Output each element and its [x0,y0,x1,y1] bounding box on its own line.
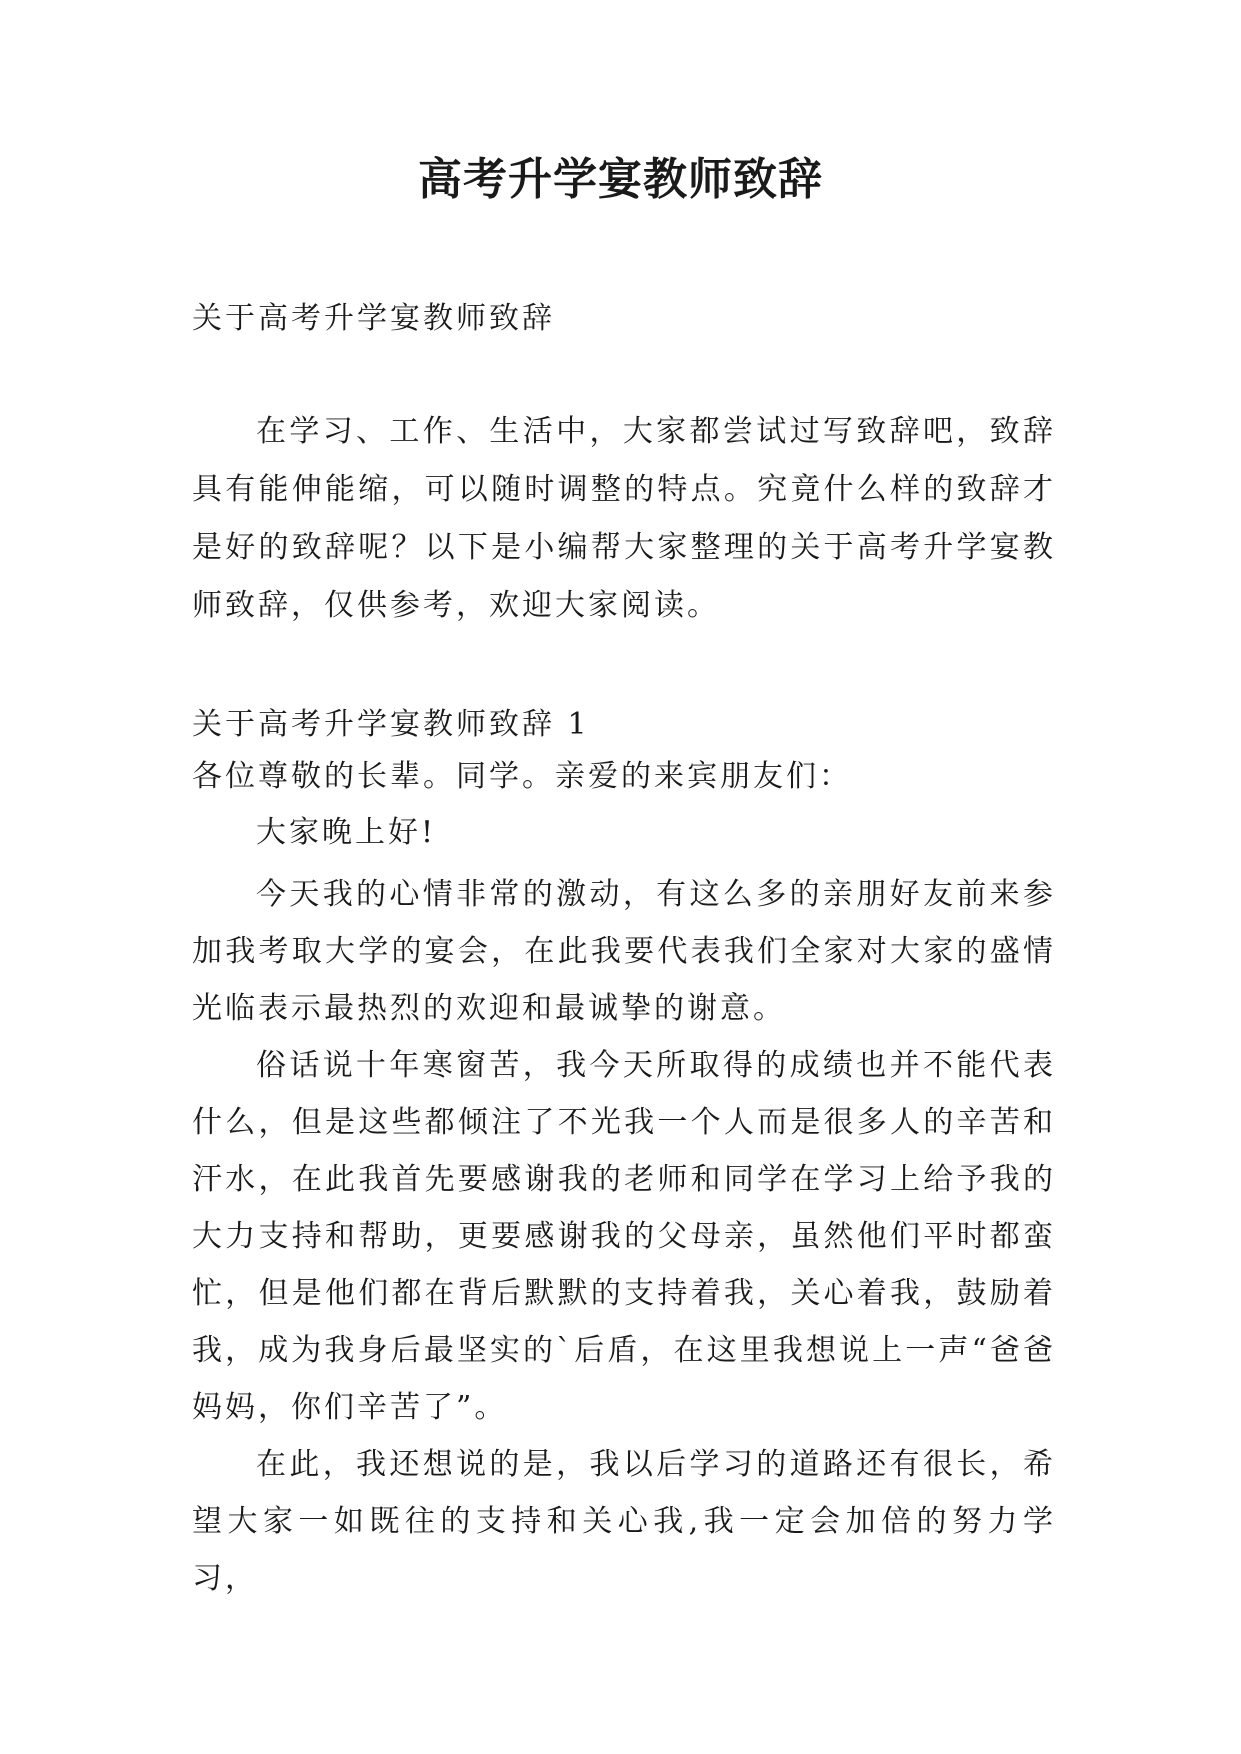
intro-paragraph [192,403,1056,635]
speech-body [192,866,1056,1607]
speech-paragraph: 在此，我还想说的是，我以后学习的道路还有很长，希望大家一如既往的支持和关心我,我一定会加倍的努力学习， [192,1447,1056,1596]
document-subtitle: 关于高考升学宴教师致辞 [192,301,555,336]
section-heading: 关于高考升学宴教师致辞 1 [192,707,590,742]
greeting: 大家晚上好! [256,815,437,850]
speech-paragraph: 俗话说十年寒窗苦，我今天所取得的成绩也并不能代表什么，但是这些都倾注了不光我一个人而是很多人的辛苦和汗水，在此我首先要感谢我的老师和同学在学习上给予我的大力支持和帮助，更要感谢我的父母亲，虽然他们平时都蛮忙，但是他们都在背后默默的支持着我，关心着我，鼓励着我，成为我身后最坚实的`后盾，在这里我想说上一声“爸爸妈妈，你们辛苦了”。 [192,1048,1056,1425]
page-title: 高考升学宴教师致辞 [418,154,823,205]
salutation: 各位尊敬的长辈。同学。亲爱的来宾朋友们： [192,759,852,794]
intro-text: 在学习、工作、生活中，大家都尝试过写致辞吧，致辞具有能伸能缩，可以随时调整的特点。究竟什么样的致辞才是好的致辞呢？以下是小编帮大家整理的关于高考升学宴教师致辞，仅供参考，欢迎大家阅读。 [192,414,1056,623]
speech-paragraph: 今天我的心情非常的激动，有这么多的亲朋好友前来参加我考取大学的宴会，在此我要代表我们全家对大家的盛情光临表示最热烈的欢迎和最诚挚的谢意。 [192,877,1056,1026]
